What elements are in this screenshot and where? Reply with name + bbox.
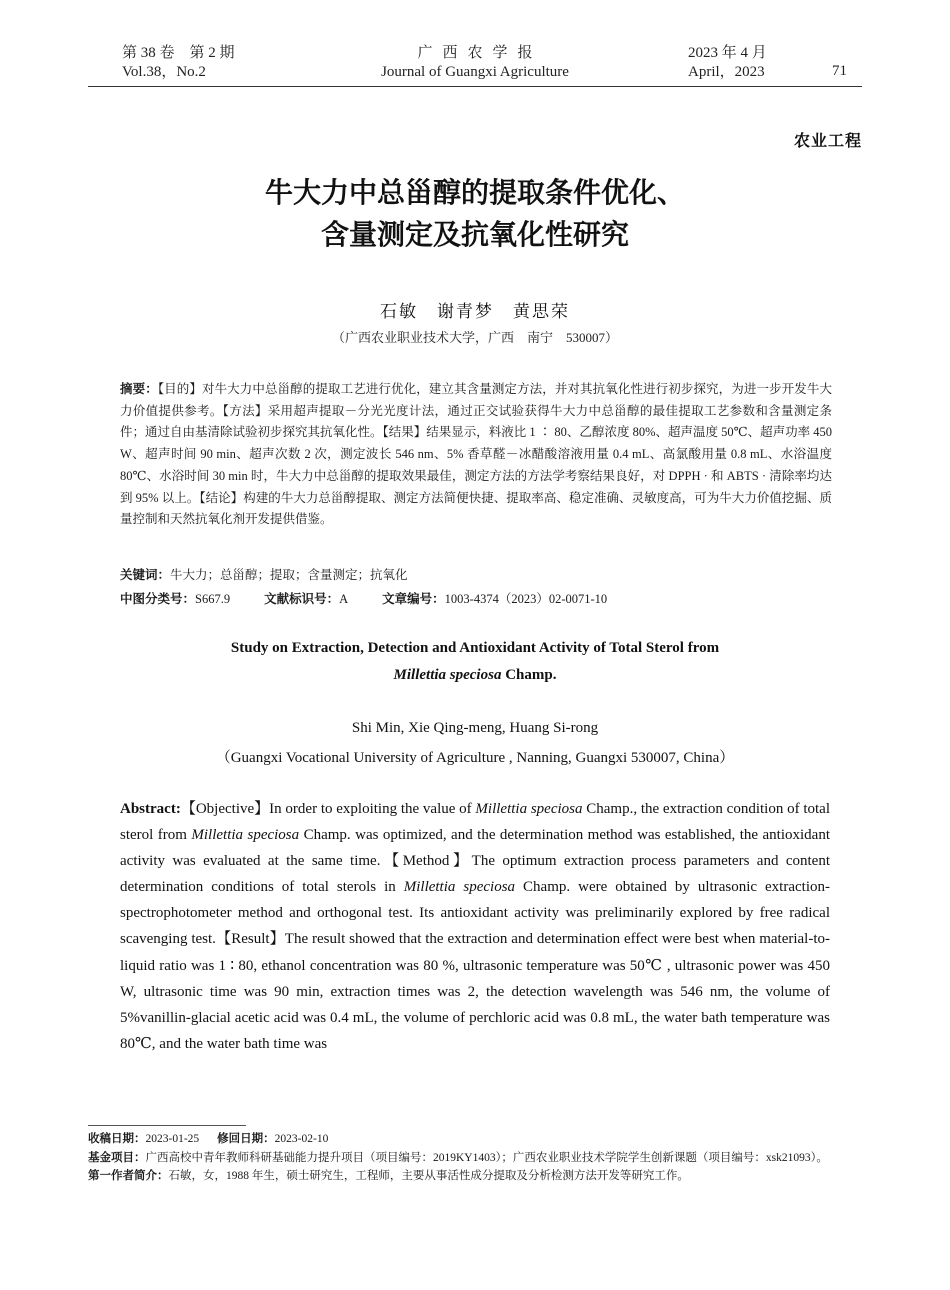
species-name: Millettia speciosa	[393, 667, 502, 683]
section-label: 农业工程	[793, 131, 862, 150]
article-title-en	[88, 635, 862, 689]
classification	[120, 589, 607, 607]
clc-label: 中图分类号：	[120, 591, 196, 606]
received-label: 收稿日期：	[88, 1131, 146, 1145]
header-date-cn: 2023 年 4 月	[688, 45, 767, 61]
doc-code-value: A	[339, 592, 349, 606]
header-date	[688, 44, 808, 82]
article-title	[88, 172, 862, 256]
abstract-cn	[120, 378, 832, 531]
species-name: Millettia speciosa	[403, 879, 516, 896]
footnote-divider	[88, 1125, 246, 1126]
species-authority: Champ.	[501, 667, 557, 683]
header-divider	[88, 86, 862, 87]
affiliation-en: （Guangxi Vocational University of Agriculture , Nanning, Guangxi 530007, China）	[215, 750, 735, 766]
article-title-line2: 含量测定及抗氧化性研究	[320, 218, 629, 251]
authors-en: Shi Min, Xie Qing-meng, Huang Si-rong	[351, 720, 599, 736]
header-journal-en: Journal of Guangxi Agriculture	[381, 64, 569, 80]
keywords	[120, 565, 408, 583]
header-date-en: April，2023	[688, 64, 765, 80]
keywords-text: 牛大力；总甾醇；提取；含量测定；抗氧化	[170, 568, 408, 582]
keywords-label: 关键词：	[120, 567, 171, 582]
page-number: 71	[832, 63, 847, 79]
footnote-author	[88, 1167, 862, 1186]
article-title-en-line2	[88, 662, 862, 689]
article-number-value: 1003-4374（2023）02-0071-10	[444, 592, 608, 606]
footnote-dates	[88, 1130, 862, 1149]
affiliation-cn: （广西农业职业技术大学，广西 南宁 530007）	[331, 330, 618, 345]
article-title-line1: 牛大力中总甾醇的提取条件优化、	[264, 176, 685, 209]
article-number-label: 文章编号：	[382, 591, 445, 606]
abstract-en-text: Champ., the extraction condition of total sterol from	[120, 801, 830, 844]
clc-value: S667.9	[195, 592, 231, 606]
species-name: Millettia speciosa	[191, 827, 300, 844]
first-author-text: 石敏，女，1988 年生，硕士研究生，工程师，主要从事活性成分提取及分析检测方法开发等研究工作。	[168, 1170, 689, 1182]
abstract-en-text: Champ. was optimized, and the determination method was established, the antioxidant activity was evaluated at the same time.【Method】The optimum extraction process parameters and content determination conditions of total sterols in	[120, 827, 830, 896]
revised-label: 修回日期：	[217, 1131, 275, 1145]
header-journal	[345, 44, 605, 82]
abstract-cn-text: 【目的】对牛大力中总甾醇的提取工艺进行优化，建立其含量测定方法，并对其抗氧化性进行初步探究，为进一步开发牛大力价值提供参考。【方法】采用超声提取－分光光度计法，通过正交试验获得牛大力中总甾醇的最佳提取工艺参数和含量测定条件；通过自由基清除试验初步探究其抗氧化性。【结果】结果显示，料液比 1 ∶ 80、乙醇浓度 80%、超声温度 50℃、超声功率 450 W、超声时间 90 min、超声次数 2 次，测定波长 546 nm、5% 香草醛－冰醋酸溶液用量 0.4 mL、高氯酸用量 0.8 mL、水浴温度 80℃、水浴时间 30 min 时，牛大力中总甾醇的提取效果最佳，测定方法的方法学考察结果良好，对 DPPH · 和 ABTS · 清除率均达到 95% 以上。【结论】构建的牛大力总甾醇提取、测定方法简便快捷、提取率高、稳定准确、灵敏度高，可为牛大力价值挖掘、质量控制和天然抗氧化剂开发提供借鉴。	[120, 382, 832, 527]
doc-code-label: 文献标识号：	[264, 591, 340, 606]
fund-text: 广西高校中青年教师科研基础能力提升项目（项目编号：2019KY1403）；广西农业职业技术学院学生创新课题（项目编号：xsk21093）。	[145, 1151, 828, 1164]
species-name: Millettia speciosa	[475, 801, 583, 817]
header-volume-cn: 第 38 卷 第 2 期	[122, 45, 235, 61]
first-author-label: 第一作者简介：	[88, 1168, 169, 1182]
abstract-en	[120, 796, 830, 1057]
received-date: 2023-01-25	[145, 1133, 200, 1145]
header-volume	[122, 44, 302, 82]
fund-label: 基金项目：	[88, 1149, 146, 1164]
abstract-en-text: 【Objective】In order to exploiting the value of	[180, 801, 476, 817]
revised-date: 2023-02-10	[274, 1133, 329, 1145]
abstract-en-text: Champ. were obtained by ultrasonic extraction-spectrophotometer method and orthogonal test. Its antioxidant activity was preliminarily explored by free radical scavenging test.【Result】The result showed that the extraction and determination effect were best when material-to-liquid ratio was 1 ∶ 80, ethanol concentration was 80 %, ultrasonic temperature was 50℃ , ultrasonic power was 450 W, ultrasonic time was 90 min, extraction times was 2, the detection wavelength was 546 nm, the volume of 5%vanillin-glacial acetic acid was 0.4 mL, the volume of perchloric acid was 0.8 mL, the water bath temperature was 80℃, and the water bath time was	[120, 879, 830, 1052]
footnotes	[88, 1130, 862, 1186]
footnote-fund	[88, 1149, 862, 1168]
abstract-cn-label: 摘要：	[120, 381, 158, 396]
authors-cn: 石敏 谢青梦 黄思荣	[380, 302, 570, 321]
header-journal-cn: 广西农学报	[417, 45, 543, 61]
abstract-en-label: Abstract:	[120, 801, 181, 817]
header-volume-en: Vol.38，No.2	[122, 64, 206, 80]
article-title-en-line1: Study on Extraction, Detection and Antioxidant Activity of Total Sterol from	[230, 640, 720, 656]
